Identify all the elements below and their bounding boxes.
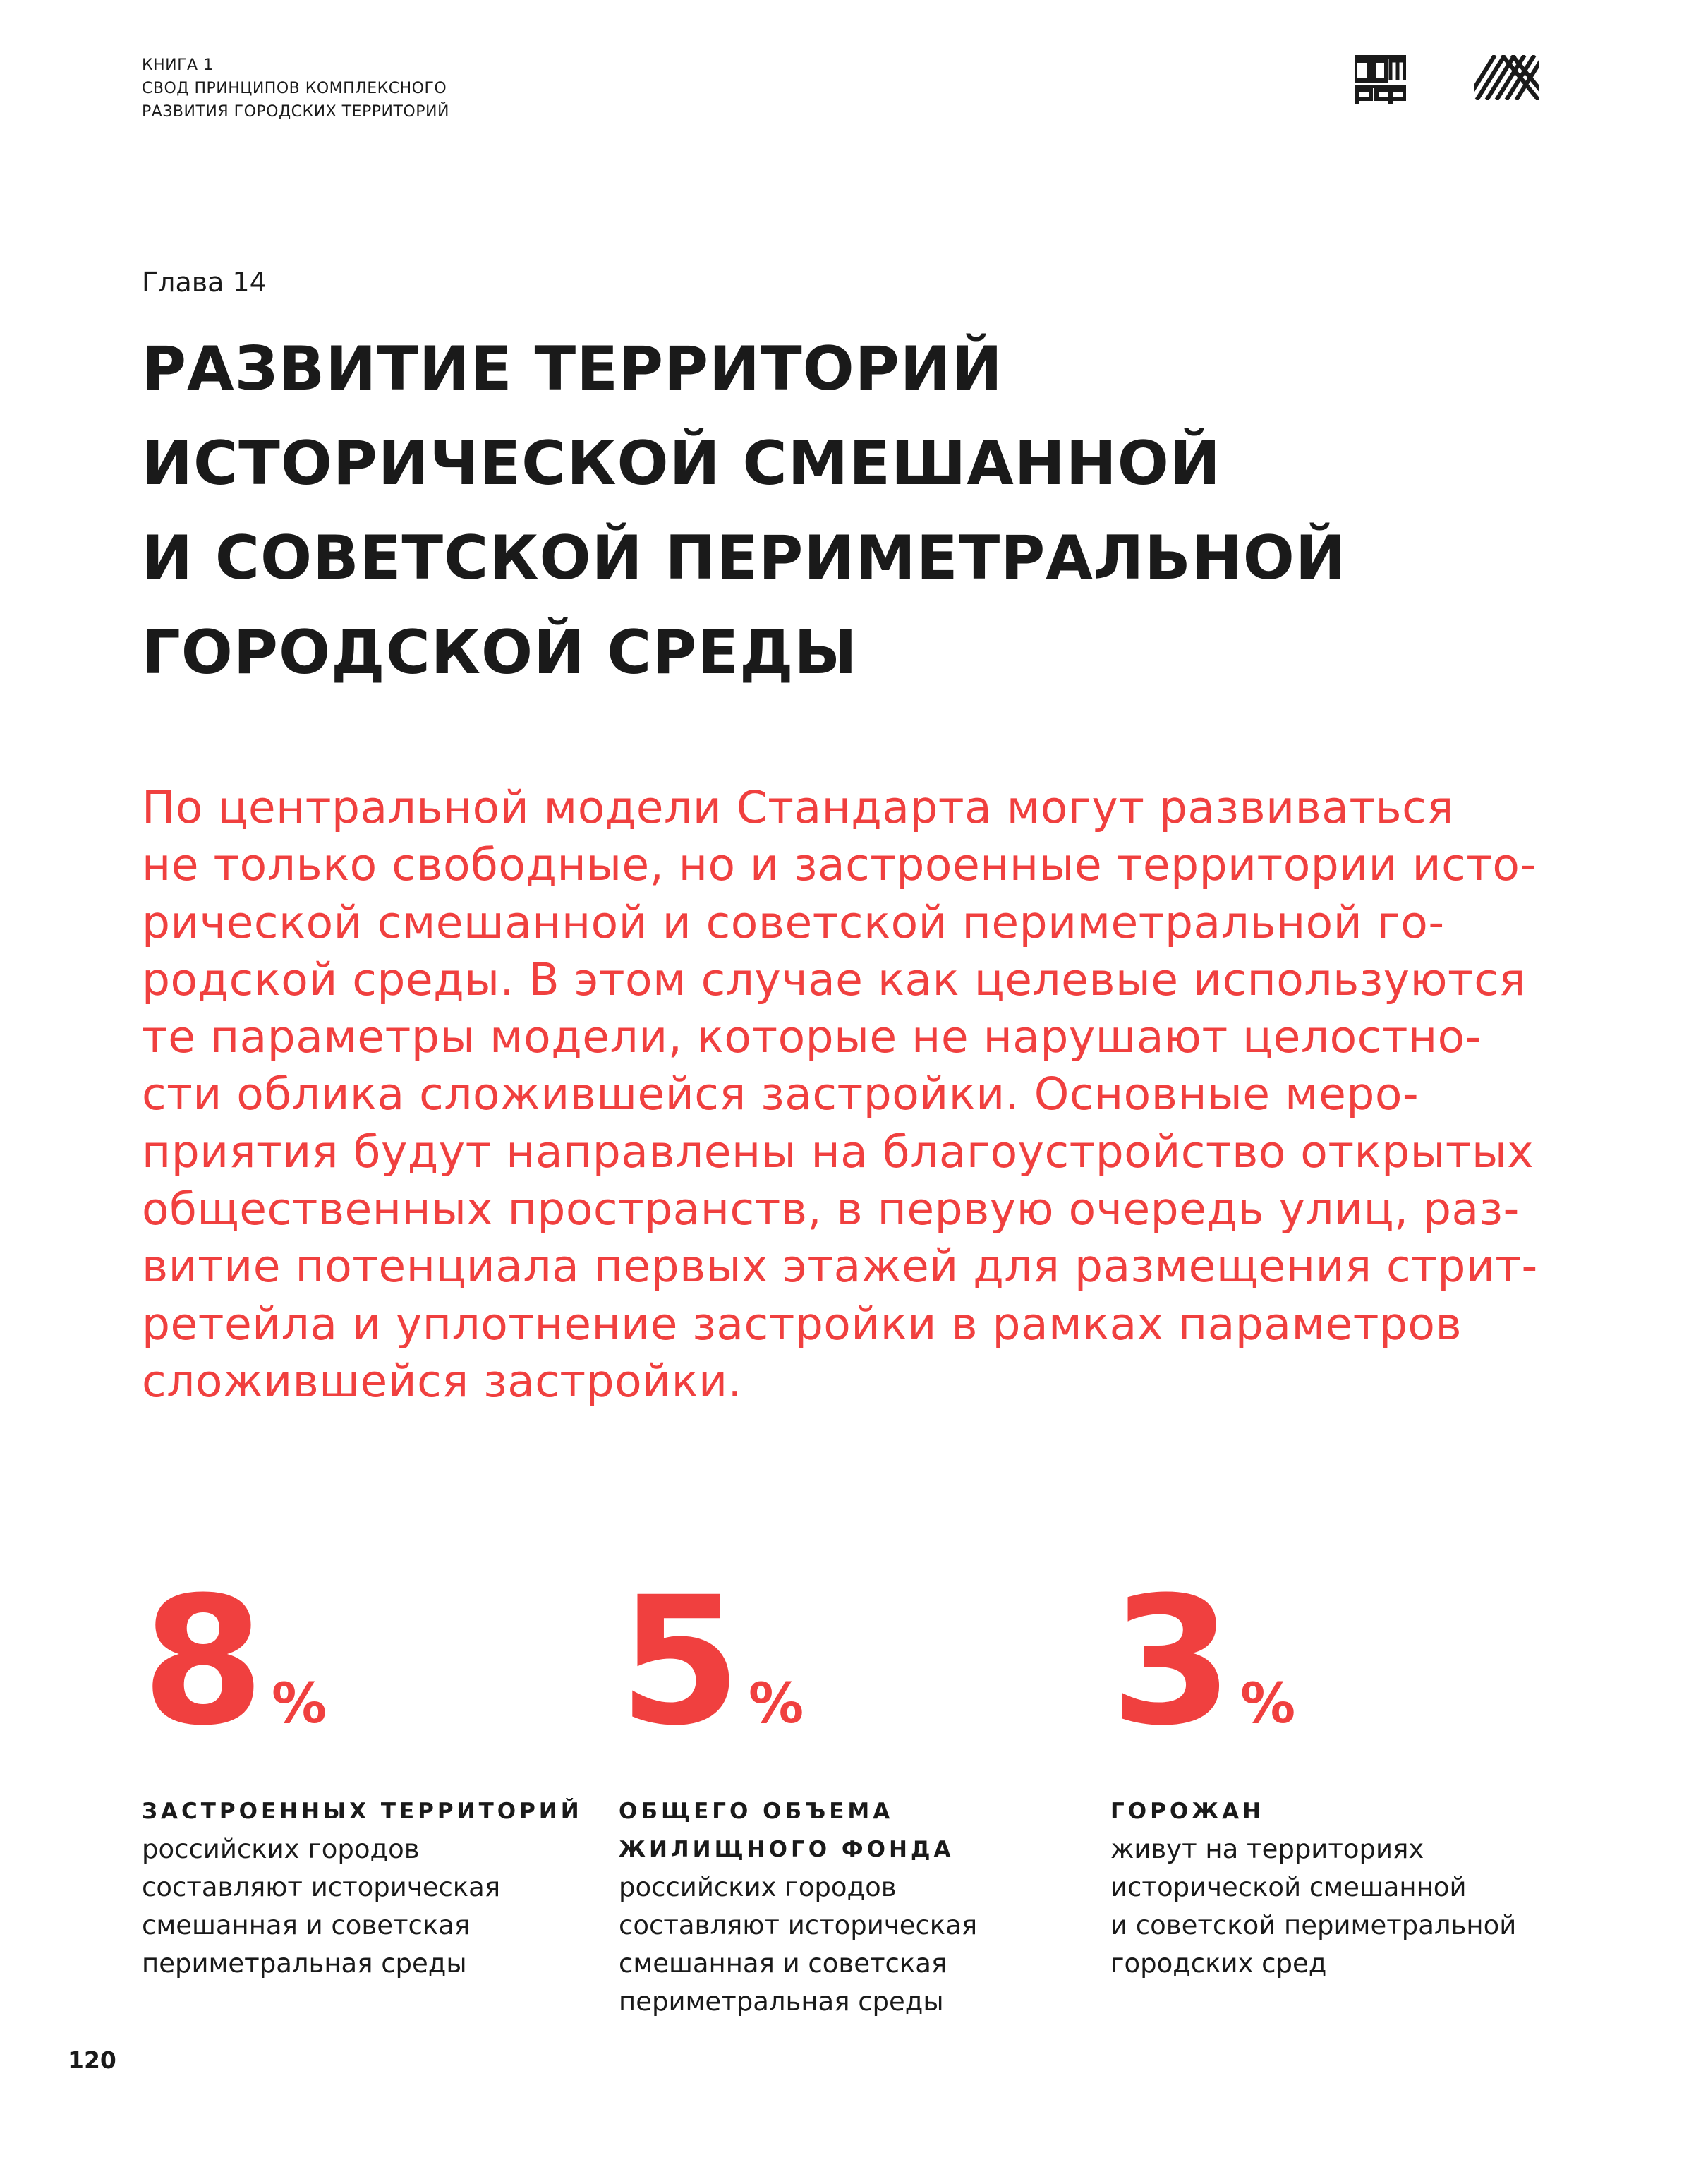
caption-line: российских городов: [619, 1872, 897, 1902]
stat-unit: %: [271, 1672, 327, 1736]
stat-caption: [142, 1792, 583, 1983]
lead-line: По центральной модели Стандарта могут развиваться: [142, 782, 1454, 833]
page-title: [142, 322, 1347, 700]
caption-line: составляют историческая: [619, 1910, 978, 1940]
caption-line: периметральная среды: [142, 1948, 467, 1979]
stat-value: 5: [619, 1559, 739, 1764]
caption-line: российских городов: [142, 1834, 420, 1864]
header-line: РАЗВИТИЯ ГОРОДСКИХ ТЕРРИТОРИЙ: [142, 103, 449, 121]
lead-line: рической смешанной и советской периметральной го-: [142, 896, 1445, 948]
lead-line: витие потенциала первых этажей для размещения стрит-: [142, 1241, 1538, 1293]
page-number: 120: [68, 2046, 116, 2074]
caption-bold-line: ЗАСТРОЕННЫХ ТЕРРИТОРИЙ: [142, 1799, 583, 1824]
caption-bold-line: ЖИЛИЩНОГО ФОНДА: [619, 1837, 955, 1862]
lead-line: ретейла и уплотнение застройки в рамках параметров: [142, 1298, 1462, 1350]
running-header: [142, 54, 449, 123]
lead-line: те параметры модели, которые не нарушают целостно-: [142, 1011, 1482, 1063]
caption-line: периметральная среды: [619, 1986, 944, 2017]
caption-line: смешанная и советская: [619, 1948, 947, 1979]
lead-line: сложившейся застройки.: [142, 1355, 743, 1407]
title-line: РАЗВИТИЕ ТЕРРИТОРИЙ: [142, 334, 1003, 404]
pattern-logo-icon: [1474, 55, 1539, 100]
stat-built-territories: [142, 1559, 593, 1979]
stat-caption: [619, 1792, 977, 2021]
stat-caption: [1110, 1792, 1516, 1983]
lead-line: общественных пространств, в первую очередь улиц, раз-: [142, 1183, 1520, 1236]
caption-line: составляют историческая: [142, 1872, 501, 1902]
stat-unit: %: [748, 1672, 804, 1736]
stat-unit: %: [1240, 1672, 1296, 1736]
caption-line: исторической смешанной: [1110, 1872, 1467, 1902]
stat-citizens: [1110, 1559, 1562, 1979]
lead-paragraph: [142, 779, 1538, 1410]
caption-bold-line: ОБЩЕГО ОБЪЕМА: [619, 1799, 894, 1824]
lead-line: сти облика сложившейся застройки. Основные меро-: [142, 1068, 1419, 1121]
title-line: И СОВЕТСКОЙ ПЕРИМЕТРАЛЬНОЙ: [142, 523, 1347, 593]
stat-housing-stock: [619, 1559, 1070, 2017]
caption-line: городских сред: [1110, 1948, 1327, 1979]
header-line: СВОД ПРИНЦИПОВ КОМПЛЕКСНОГО: [142, 80, 447, 97]
stat-value: 3: [1110, 1559, 1230, 1764]
lead-line: не только свободные, но и застроенные территории исто-: [142, 839, 1537, 891]
lead-line: родской среды. В этом случае как целевые используются: [142, 953, 1526, 1006]
stat-value: 8: [142, 1559, 262, 1764]
chapter-label: Глава 14: [142, 267, 267, 298]
title-line: ИСТОРИЧЕСКОЙ СМЕШАННОЙ: [142, 428, 1221, 499]
caption-line: и советской периметральной: [1110, 1910, 1517, 1940]
title-line: ГОРОДСКОЙ СРЕДЫ: [142, 617, 858, 688]
caption-line: смешанная и советская: [142, 1910, 471, 1940]
header-line: КНИГА 1: [142, 56, 214, 74]
lead-line: приятия будут направлены на благоустройство открытых: [142, 1125, 1534, 1178]
dom-rf-logo-icon: [1355, 55, 1406, 104]
caption-line: живут на территориях: [1110, 1834, 1424, 1864]
caption-bold-line: ГОРОЖАН: [1110, 1799, 1265, 1824]
